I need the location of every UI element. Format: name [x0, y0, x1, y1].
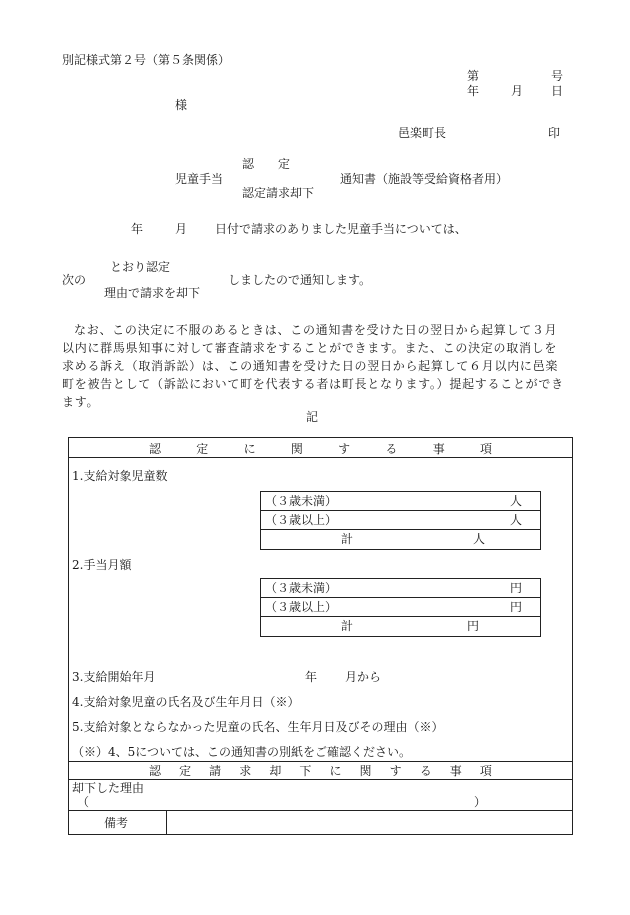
- child-count-box: [260, 491, 541, 550]
- decision-prefix: 次の: [62, 273, 87, 287]
- nintei-header-char: 定: [196, 442, 209, 456]
- kyakka-header-char: 求: [239, 764, 252, 778]
- nintei-header-char: 関: [290, 442, 303, 456]
- kyakka-header-char: 事: [449, 764, 462, 778]
- issuer-seal: 印: [548, 126, 561, 140]
- notice-paragraph: なお、この決定に不服のあるときは、この通知書を受けた日の翌日から起算して３月以内に群馬県知事に対して審査請求をすることができます。また、この決定の取消しを求める訴え（取消訴訟）は、この通知書を受けた日の翌日から起算して６月以内に邑楽町を被告として（訴訟において町を代表する者は町長となります。）提起することができます。: [62, 323, 564, 409]
- decision-option-nintei: とおり認定: [110, 260, 171, 274]
- remarks-label: 備考: [104, 816, 129, 830]
- kyakka-header-char: る: [419, 764, 432, 778]
- detail-table: [68, 437, 573, 835]
- reason-paren-close: ）: [474, 795, 487, 809]
- start-month: 月から: [345, 670, 382, 684]
- date-day: 日: [551, 84, 564, 98]
- amount-over3-unit: 円: [509, 600, 522, 614]
- kyakka-header-char: に: [329, 764, 342, 778]
- reason-paren-open: （: [77, 795, 90, 809]
- amount-total-unit: 円: [467, 619, 480, 633]
- amount-total-label: 計: [341, 619, 354, 633]
- kyakka-header-char: 認: [149, 764, 162, 778]
- start-year: 年: [305, 670, 318, 684]
- annex-note: （※）4、5については、この通知書の別紙をご確認ください。: [72, 745, 412, 759]
- sentence-text: 日付で請求のありました児童手当については、: [215, 222, 467, 236]
- amount-under3-label: （３歳未満）: [265, 581, 338, 595]
- title-suffix: 通知書（施設等受給資格者用）: [340, 172, 509, 186]
- title-nintei: 認 定: [242, 157, 291, 171]
- reject-reason-label: 却下した理由: [72, 781, 145, 795]
- doc-number-dai: 第: [467, 69, 480, 83]
- title-prefix: 児童手当: [175, 172, 224, 186]
- item-child-count: 1.支給対象児童数: [72, 469, 168, 483]
- nintei-header-char: る: [385, 442, 398, 456]
- decision-option-kyakka: 理由で請求を却下: [104, 286, 201, 300]
- item-ineligible-children: 5.支給対象とならなかった児童の氏名、生年月日及びその理由（※）: [72, 720, 444, 734]
- date-month: 月: [511, 84, 524, 98]
- under3-label: （３歳未満）: [265, 494, 338, 508]
- date-year: 年: [467, 84, 480, 98]
- addressee-sama: 様: [175, 98, 188, 112]
- item-monthly-amount: 2.手当月額: [72, 558, 132, 572]
- sentence-month: 月: [175, 222, 188, 236]
- total-unit: 人: [473, 532, 486, 546]
- kyakka-header-char: す: [389, 764, 402, 778]
- doc-number-go: 号: [551, 69, 564, 83]
- decision-suffix: しましたので通知します。: [228, 273, 372, 287]
- over3-label: （３歳以上）: [265, 513, 338, 527]
- amount-over3-label: （３歳以上）: [265, 600, 338, 614]
- nintei-header-char: 項: [479, 442, 492, 456]
- item-start-month: 3.支給開始年月: [72, 670, 156, 684]
- total-label: 計: [341, 532, 354, 546]
- kyakka-header-char: 定: [179, 764, 192, 778]
- item-child-names: 4.支給対象児童の氏名及び生年月日（※）: [72, 695, 300, 709]
- form-header: 別記様式第２号（第５条関係）: [62, 53, 231, 67]
- nintei-header-char: 事: [432, 442, 445, 456]
- nintei-header-char: す: [338, 442, 351, 456]
- over3-unit: 人: [509, 513, 522, 527]
- title-kyakka: 認定請求却下: [242, 186, 315, 200]
- under3-unit: 人: [509, 494, 522, 508]
- ki-label: 記: [306, 410, 319, 424]
- kyakka-header-char: 関: [359, 764, 372, 778]
- kyakka-header-char: 項: [479, 764, 492, 778]
- sentence-year: 年: [131, 222, 144, 236]
- kyakka-header-char: 却: [269, 764, 282, 778]
- amount-under3-unit: 円: [509, 581, 522, 595]
- nintei-header-char: に: [243, 442, 256, 456]
- monthly-amount-box: [260, 578, 541, 637]
- issuer-name: 邑楽町長: [398, 126, 447, 140]
- nintei-header-char: 認: [149, 442, 162, 456]
- nintei-section-header: [149, 442, 492, 456]
- kyakka-header-char: 請: [209, 764, 222, 778]
- kyakka-header-char: 下: [299, 764, 312, 778]
- kyakka-section-header: [149, 764, 492, 778]
